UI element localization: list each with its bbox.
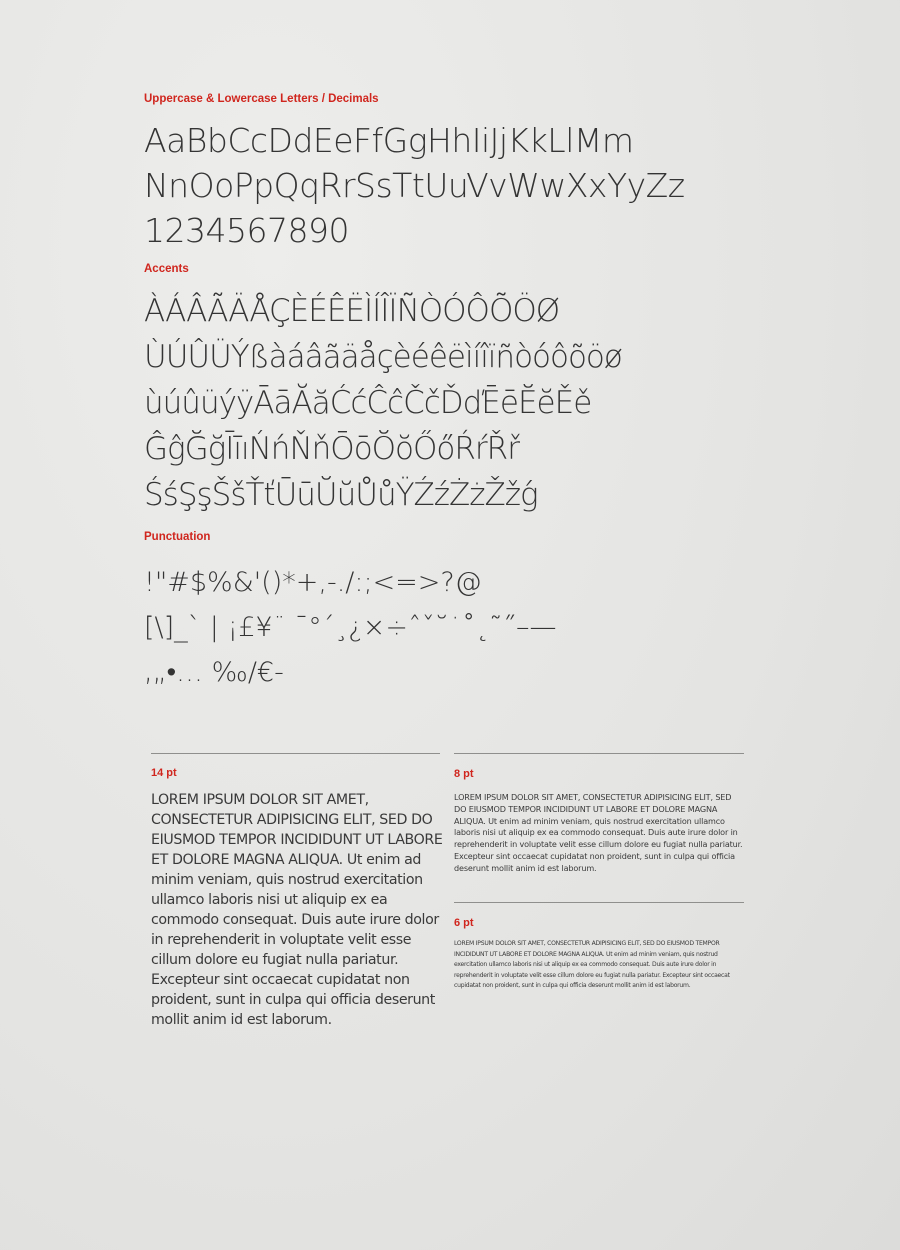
sample-text-14pt: LOREM IPSUM DOLOR SIT AMET, CONSECTETUR ADIPISICING ELIT, SED DO EIUSMOD TEMPOR INCIDIDUNT UT LABORE ET DOLORE MAGNA ALIQUA. Ut enim ad minim veniam, quis nostrud exercitation ullamco laboris nisi ut aliquip ex ea commodo consequat. Duis aute irure dolor in reprehenderit in voluptate velit esse cillum dolore eu fugiat nulla pariatur. Excepteur sint occaecat cupidatat non proident, sunt in culpa qui officia deserunt mollit anim id est laborum. — [151, 792, 443, 1028]
letters-line-2: NnOoPpQqRrSsTtUuVvWwXxYyZz — [144, 166, 685, 205]
digits-line: 1234567890 — [144, 211, 349, 250]
letters-line-1: AaBbCcDdEeFfGgHhIiJjKkLlMm — [144, 121, 634, 160]
punctuation-line-1: !"#$%&'()*+,-./:;<=>?@ — [144, 567, 482, 598]
label-6pt: 6 pt — [454, 917, 474, 929]
accents-line-4: ĜĝĞğĪīıŃńŇňŌōŎŏŐőŔŕŘř — [144, 431, 519, 467]
letters-specimen — [144, 118, 685, 253]
punctuation-line-2: [\]_` | ¡£¥¨ ¯°´¸¿×÷ˆˇ˘˙˚˛˜˝–— — [144, 612, 557, 643]
punctuation-line-3: ‚„•… ‰/€‐ — [144, 657, 284, 688]
divider-14pt — [151, 753, 440, 754]
punctuation-heading: Punctuation — [144, 531, 211, 543]
label-8pt: 8 pt — [454, 768, 474, 780]
accents-line-3: ùúûüýÿĀāĂăĆćĈĉČčĎďĒēĔĕĚě — [144, 385, 592, 421]
label-14pt: 14 pt — [151, 767, 177, 779]
accents-line-2: ÙÚÛÜÝßàáâãäåçèéêëìíîïñòóôõöø — [144, 339, 622, 375]
accents-specimen — [144, 288, 622, 518]
sample-text-8pt: LOREM IPSUM DOLOR SIT AMET, CONSECTETUR ADIPISICING ELIT, SED DO EIUSMOD TEMPOR INCIDIDUNT UT LABORE ET DOLORE MAGNA ALIQUA. Ut enim ad minim veniam, quis nostrud exercitation ullamco laboris nisi ut aliquip ex ea commodo consequat. Duis aute irure dolor in reprehenderit in voluptate velit esse cillum dolore eu fugiat nulla pariatur. Excepteur sint occaecat cupidatat non proident, sunt in culpa qui officia deserunt mollit anim id est laborum. — [454, 792, 743, 873]
accents-heading: Accents — [144, 263, 189, 275]
accents-line-1: ÀÁÂÃÄÅÇÈÉÊËÌÍÎÏÑÒÓÔÕÖØ — [144, 293, 560, 329]
accents-line-5: ŚśŞşŠšŤťŪūŬŭŮůŸŹźŻżŽžǵ — [144, 477, 538, 513]
divider-8pt — [454, 753, 744, 754]
punctuation-specimen — [144, 560, 556, 695]
divider-6pt — [454, 902, 744, 903]
sample-text-6pt: LOREM IPSUM DOLOR SIT AMET, CONSECTETUR ADIPISICING ELIT, SED DO EIUSMOD TEMPOR INCIDIDUNT UT LABORE ET DOLORE MAGNA ALIQUA. Ut enim ad minim veniam, quis nostrud exercitation ullamco laboris nisi ut aliquip ex ea commodo consequat. Duis aute irure dolor in reprehenderit in voluptate velit esse cillum dolore eu fugiat nulla pariatur. Excepteur sint occaecat cupidatat non proident, sunt in culpa qui officia deserunt mollit anim id est laborum. — [454, 940, 730, 989]
letters-heading: Uppercase & Lowercase Letters / Decimals — [144, 93, 379, 105]
